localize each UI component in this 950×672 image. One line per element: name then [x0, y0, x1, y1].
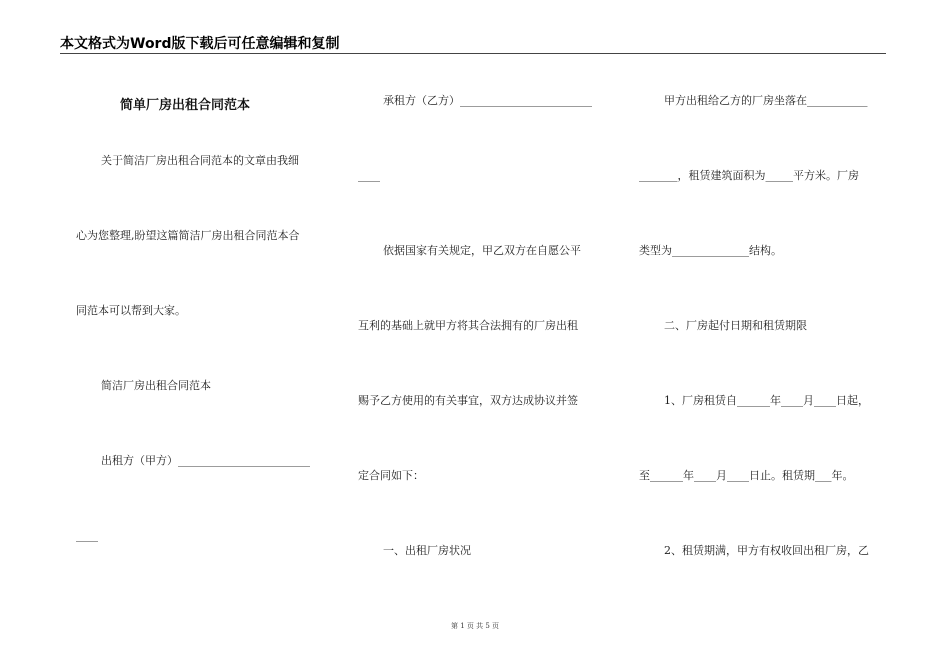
col2-line-6: 定合同如下： — [358, 469, 424, 482]
col1-line-3: 同范本可以帮到大家。 — [76, 304, 186, 317]
col1-line-6: ____ — [76, 529, 98, 542]
col2-line-3: 依据国家有关规定，甲乙双方在自愿公平 — [383, 244, 581, 257]
page-number: 第 1 页 共 5 页 — [450, 622, 500, 630]
col1-line-2: 心为您整理,盼望这篇简洁厂房出租合同范本合 — [76, 229, 300, 242]
col3-line-6: 至______年____月____日止。租赁期___年。 — [639, 469, 854, 482]
header-divider — [60, 53, 886, 54]
col2-line-5: 赐予乙方使用的有关事宜，双方达成协议并签 — [358, 394, 578, 407]
col2-line-4: 互利的基础上就甲方将其合法拥有的厂房出租 — [358, 319, 578, 332]
col3-line-7: 2、租赁期满，甲方有权收回出租厂房，乙 — [664, 544, 869, 557]
col3-line-4: 二、厂房起付日期和租赁期限 — [664, 319, 807, 332]
col1-line-5: 出租方（甲方）________________________ — [101, 454, 310, 467]
col2-line-2: ____ — [358, 169, 380, 182]
col1-line-1: 关于简洁厂房出租合同范本的文章由我细 — [101, 154, 299, 167]
col3-line-3: 类型为______________结构。 — [639, 244, 782, 257]
document-title: 简单厂房出租合同范本 — [120, 98, 251, 113]
col2-line-7: 一、出租厂房状况 — [383, 544, 471, 557]
document-header-title: 本文格式为Word版下载后可任意编辑和复制 — [60, 36, 340, 52]
col3-line-1: 甲方出租给乙方的厂房坐落在___________ — [664, 94, 868, 107]
col3-line-2: _______，租赁建筑面积为_____平方米。厂房 — [639, 169, 859, 182]
col3-line-5: 1、厂房租赁自______年____月____日起， — [664, 394, 869, 407]
col1-line-4: 简洁厂房出租合同范本 — [101, 379, 211, 392]
col2-line-1: 承租方（乙方）________________________ — [383, 94, 592, 107]
